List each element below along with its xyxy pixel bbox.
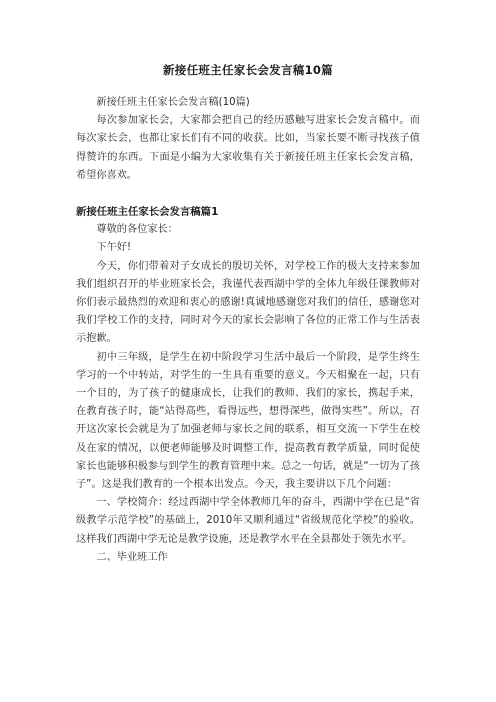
document-body	[76, 94, 420, 567]
body-paragraph: 二、毕业班工作	[96, 551, 168, 563]
salutation-paragraph: 尊敬的各位家长：	[96, 224, 178, 236]
section-heading: 新接任班主任家长会发言稿篇1	[76, 206, 219, 219]
greeting-paragraph: 下午好!	[96, 242, 132, 254]
body-paragraph: 今天，你们带着对子女成长的殷切关怀，对学校工作的极大支持来参加我们组织召开的毕业班家长会，我谨代表西湖中学的全体九年级任课教师对你们表示最热烈的欢迎和衷心的感谢!真诚地感谢您对我们的信任，感谢您对我们学校工作的支持，同时对今天的家长会影响了各位的正常工作与生活表示抱歉。	[76, 260, 420, 345]
intro-paragraph: 每次参加家长会，大家都会把自己的经历感触写进家长会发言稿中。而每次家长会，也都让家长们有不同的收获。比如，当家长要不断寻找孩子值得赞许的东西。下面是小编为大家收集有关于新接任班主任家长会发言稿，希望你喜欢。	[76, 115, 420, 181]
body-paragraph: 初中三年级，是学生在初中阶段学习生活中最后一个阶段，是学生终生学习的一个中转站，对学生的一生具有重要的意义。今天相聚在一起，只有一个目的，为了孩子的健康成长，让我们的教师、我们的家长，携起手来，在教育孩子时，能“站得高些，看得远些，想得深些，做得实些”。所以，召开这次家长会就是为了加强老师与家长之间的联系，相互交流一下学生在校及在家的情况，以便老师能够及时调整工作，提高教育教学质量，同时促使家长也能够积极参与到学生的教育管理中来。总之一句话，就是“一切为了孩子”。这是我们教育的一个根本出发点。今天，我主要讲以下几个问题：	[76, 351, 420, 491]
body-paragraph: 一、学校简介：经过西湖中学全体教师几年的奋斗，西湖中学在已是“省级教学示范学校”的基础上，2010年又顺利通过“省级规范化学校”的验收。这样我们西湖中学无论是教学设施，还是教学水平在全县都处于领先水平。	[76, 497, 420, 545]
intro-paragraph: 新接任班主任家长会发言稿(10篇)	[96, 97, 250, 108]
document-title: 新接任班主任家长会发言稿10篇	[162, 63, 333, 77]
